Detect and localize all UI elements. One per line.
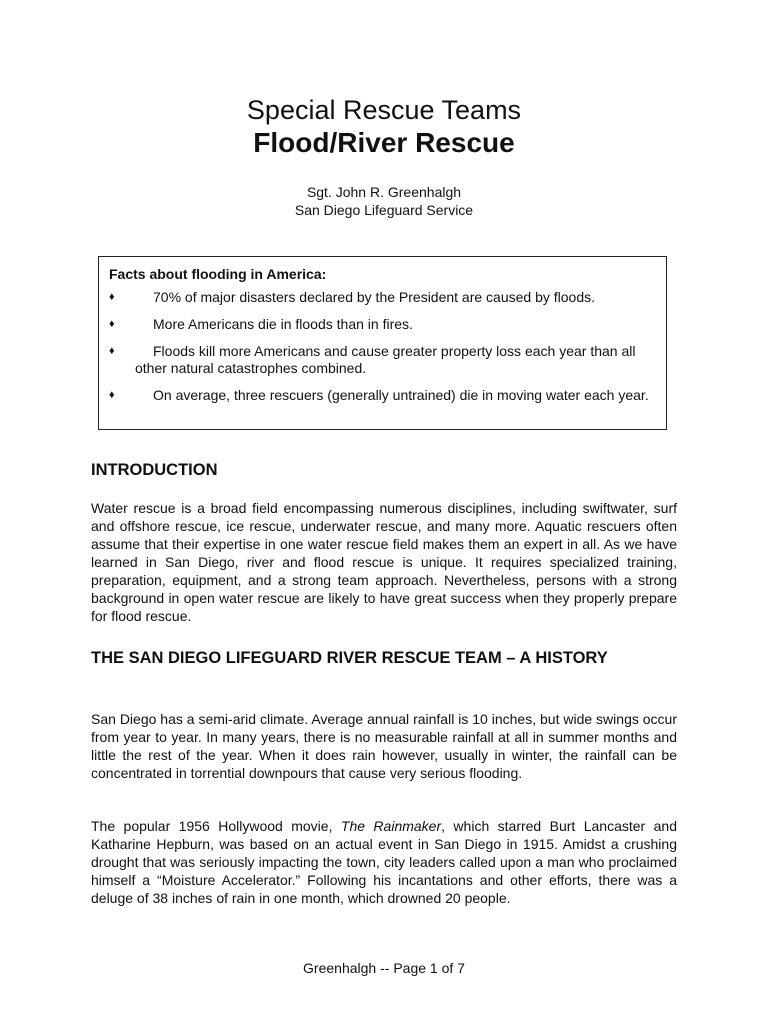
fact-text: 70% of major disasters declared by the President are caused by floods.	[153, 289, 596, 305]
page-footer: Greenhalgh -- Page 1 of 7	[303, 960, 465, 976]
facts-heading: Facts about flooding in America:	[109, 266, 327, 282]
diamond-bullet-icon: ♦	[109, 389, 115, 401]
introduction-paragraph: Water rescue is a broad field encompassing numerous disciplines, including swiftwater, surf and offshore rescue, ice rescue, underwater rescue, and many more. Aquatic rescuers often assume that their expertise in one water rescue field makes them an expert in all. As we have learned in San Diego, river and flood rescue is unique. It requires specialized training, preparation, equipment, and a strong team approach. Nevertheless, persons with a strong background in open water rescue are likely to have great success when they properly prepare for flood rescue.	[91, 500, 677, 624]
fact-text: On average, three rescuers (generally untrained) die in moving water each year.	[153, 387, 649, 403]
author-organization: San Diego Lifeguard Service	[294, 202, 474, 218]
history-paragraph-2-start: The popular 1956 Hollywood movie,	[91, 818, 341, 834]
history-paragraph-2	[91, 817, 677, 907]
fact-item	[109, 289, 658, 306]
history-heading: THE SAN DIEGO LIFEGUARD RIVER RESCUE TEAM – A HISTORY	[91, 649, 608, 667]
fact-item	[109, 387, 658, 404]
diamond-bullet-icon: ♦	[109, 291, 115, 303]
fact-text: More Americans die in floods than in fires.	[153, 316, 413, 332]
history-paragraph-2-end: , which starred Burt Lancaster and Katharine Hepburn, was based on an actual event in San Diego in 1915. Amidst a crushing drought that was seriously impacting the town, city leaders called upon a man who proclaimed himself a “Moisture Accelerator.” Following his incantations and other efforts, there was a deluge of 38 inches of rain in one month, which drowned 20 people.	[91, 818, 677, 906]
author-name: Sgt. John R. Greenhalgh	[306, 184, 462, 200]
fact-item	[109, 343, 658, 377]
document-title: Special Rescue Teams	[246, 95, 522, 125]
fact-text: Floods kill more Americans and cause greater property loss each year than all other natural catastrophes combined.	[135, 343, 636, 376]
document-subtitle: Flood/River Rescue	[253, 127, 515, 158]
introduction-heading: INTRODUCTION	[91, 461, 218, 479]
diamond-bullet-icon: ♦	[109, 345, 115, 357]
title-block	[0, 94, 768, 160]
movie-title: The Rainmaker	[340, 818, 442, 834]
history-paragraph-1: San Diego has a semi-arid climate. Average annual rainfall is 10 inches, but wide swings occur from year to year. In many years, there is no measurable rainfall at all in summer months and little the rest of the year. When it does rain however, usually in winter, the rainfall can be concentrated in torrential downpours that cause very serious flooding.	[91, 711, 677, 781]
fact-item	[109, 316, 658, 333]
byline	[0, 183, 768, 219]
facts-box	[98, 256, 667, 430]
diamond-bullet-icon: ♦	[109, 318, 115, 330]
